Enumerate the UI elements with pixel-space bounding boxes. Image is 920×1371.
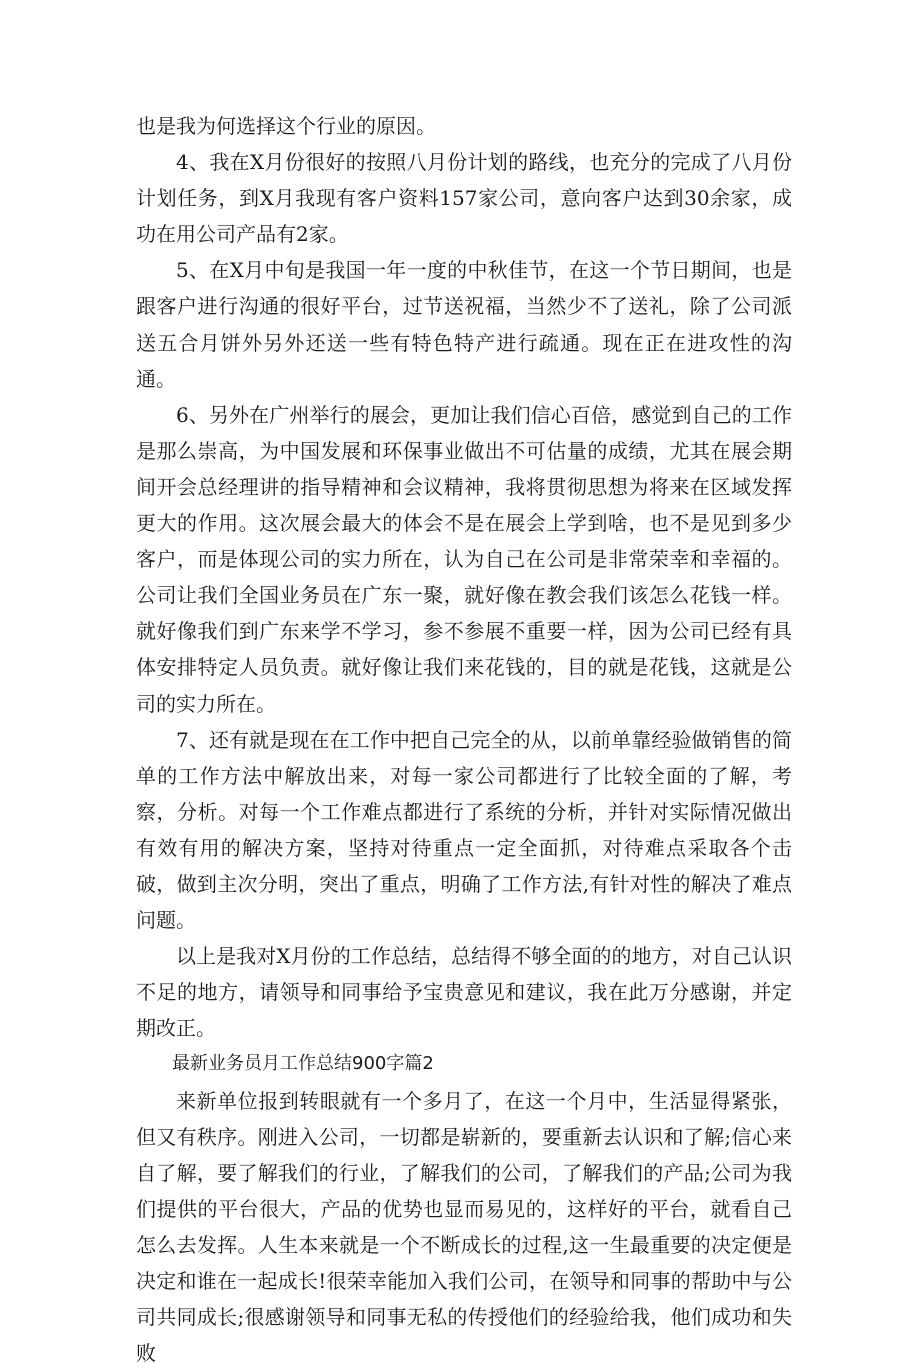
paragraph-item-5: 5、在X月中旬是我国一年一度的中秋佳节，在这一个节日期间，也是跟客户进行沟通的很好平台，过节送祝福，当然少不了送礼，除了公司派送五合月饼外另外还送一些有特色特产进行疏通。现在正在进攻性的沟通。	[136, 258, 792, 391]
paragraph-intro: 来新单位报到转眼就有一个多月了，在这一个月中，生活显得紧张，但又有秩序。刚进入公司，一切都是崭新的，要重新去认识和了解;信心来自了解，要了解我们的行业，了解我们的公司，了解我们的产品;公司为我们提供的平台很大，产品的优势也显而易见的，这样好的平台，就看自己怎么去发挥。人生本来就是一个不断成长的过程,这一生最重要的决定便是决定和谁在一起成长!很荣幸能加入我们公司，在领导和同事的帮助中与公司共同成长;很感谢领导和同事无私的传授他们的经验给我，他们成功和失败	[136, 1088, 792, 1366]
paragraph-item-4: 4、我在X月份很好的按照八月份计划的路线，也充分的完成了八月份计划任务，到X月我现有客户资料157家公司，意向客户达到30余家，成功在用公司产品有2家。	[136, 150, 792, 247]
paragraph-continuation: 也是我为何选择这个行业的原因。	[136, 114, 436, 138]
section-heading: 最新业务员月工作总结900字篇2	[172, 1053, 434, 1075]
paragraph-summary: 以上是我对X月份的工作总结，总结得不够全面的的地方，对自己认识不足的地方，请领导和同事给予宝贵意见和建议，我在此万分感谢，并定期改正。	[136, 944, 792, 1041]
paragraph-item-6: 6、另外在广州举行的展会，更加让我们信心百倍，感觉到自己的工作是那么崇高，为中国发展和环保事业做出不可估量的成绩，尤其在展会期间开会总经理讲的指导精神和会议精神，我将贯彻思想为将来在区域发挥更大的作用。这次展会最大的体会不是在展会上学到啥，也不是见到多少客户，而是体现公司的实力所在，认为自己在公司是非常荣幸和幸福的。公司让我们全国业务员在广东一聚，就好像在教会我们该怎么花钱一样。就好像我们到广东来学不学习，参不参展不重要一样，因为公司已经有具体安排特定人员负责。就好像让我们来花钱的，目的就是花钱，这就是公司的实力所在。	[136, 402, 792, 716]
document-page	[136, 108, 792, 1371]
paragraph-item-7: 7、还有就是现在在工作中把自己完全的从，以前单靠经验做销售的简单的工作方法中解放出来，对每一家公司都进行了比较全面的了解，考察，分析。对每一个工作难点都进行了系统的分析，并针对实际情况做出有效有用的解决方案，坚持对待重点一定全面抓，对待难点采取各个击破，做到主次分明，突出了重点，明确了工作方法,有针对性的解决了难点问题。	[136, 727, 792, 933]
